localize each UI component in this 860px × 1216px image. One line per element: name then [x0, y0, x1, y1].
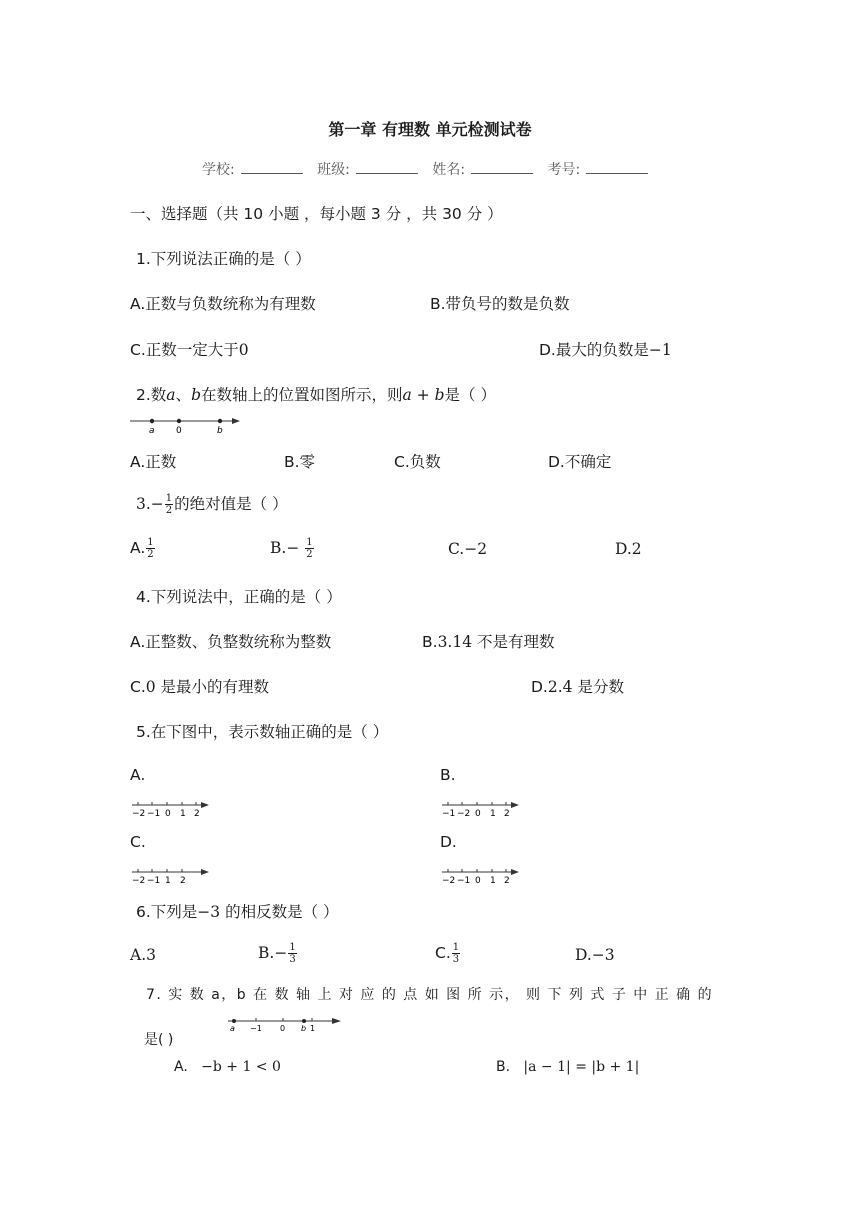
q6-b-fraction — [288, 942, 296, 965]
question-6-option-a: A.3 — [130, 946, 156, 964]
question-2-option-b: B.零 — [284, 453, 316, 471]
q6-c-fraction — [452, 942, 460, 965]
q7-axis-label-0: 0 — [280, 1024, 286, 1033]
q5d-tick-2: 0 — [475, 876, 481, 886]
q5b-tick-0: −1 — [442, 809, 456, 819]
q2-axis-label-a: a — [149, 426, 155, 436]
question-1-option-a: A.正数与负数统称为有理数 — [130, 295, 316, 313]
q1-c-value: 0 — [238, 341, 249, 359]
q3-b-label: B.− — [270, 539, 300, 557]
question-4-option-a: A.正整数、负整数统称为整数 — [130, 633, 332, 651]
school-label: 学校: — [202, 162, 235, 178]
question-1-option-d — [539, 338, 672, 360]
question-2-option-c: C.负数 — [394, 453, 441, 471]
q5c-tick-3: 2 — [180, 876, 186, 886]
question-6-option-b — [258, 942, 298, 965]
q5b-tick-2: 0 — [475, 809, 481, 819]
q7-axis-label-neg1: −1 — [250, 1024, 262, 1033]
class-blank — [356, 161, 418, 174]
q2-sep: 、 — [175, 386, 192, 404]
question-7-option-a — [174, 1059, 281, 1075]
question-5-option-a: A. — [130, 766, 146, 784]
question-4-option-d — [531, 675, 624, 697]
q4-d-value: 2.4 — [547, 678, 573, 696]
q5b-tick-3: 1 — [490, 809, 496, 819]
q3-a-label: A. — [130, 539, 146, 557]
q6-b-label: B.− — [258, 944, 288, 962]
exam-no-blank — [586, 161, 648, 174]
q6-stem-post: 的相反数是（ ） — [220, 903, 339, 921]
question-2-stem — [136, 383, 496, 405]
q7-a-label: A. — [174, 1059, 188, 1075]
q6-c-num: 1 — [452, 942, 460, 953]
q5c-tick-2: 1 — [165, 876, 171, 886]
q7-axis-label-a: a — [230, 1024, 235, 1033]
q4-c-text: 是最小的有理数 — [155, 678, 270, 696]
question-7-stem: 7. 实 数 a，b 在 数 轴 上 对 应 的 点 如 图 所 示， 则 下 列 式 子 中 正 确 的 — [146, 987, 714, 1003]
q5a-tick-4: 2 — [194, 809, 200, 819]
q2-var-a: a — [166, 386, 176, 404]
q4-c-value: 0 — [145, 678, 156, 696]
question-4-stem: 4.下列说法中，正确的是（ ） — [136, 588, 342, 606]
section-title: 一、选择题（共 10 小题 ，每小题 3 分 ，共 30 分 ） — [130, 205, 503, 223]
q2-var-b: b — [191, 386, 201, 404]
question-5-option-d: D. — [440, 833, 457, 851]
question-3-stem — [136, 492, 288, 516]
q5a-tick-0: −2 — [132, 809, 146, 819]
q5d-tick-0: −2 — [442, 876, 456, 886]
q1-d-text: D.最大的负数是 — [539, 341, 649, 359]
q3-b-den: 2 — [306, 549, 313, 560]
q2-axis-label-0: 0 — [176, 426, 182, 436]
name-blank — [471, 161, 533, 174]
q5c-tick-0: −2 — [132, 876, 146, 886]
question-1-option-c — [130, 338, 249, 360]
question-6-stem — [136, 900, 339, 922]
question-3-option-c: C.−2 — [448, 540, 488, 558]
q6-b-num: 1 — [289, 942, 296, 953]
question-3-option-a — [130, 537, 156, 560]
q5-axis-b — [440, 798, 522, 820]
class-label: 班级: — [317, 162, 350, 178]
q6-b-den: 3 — [289, 954, 296, 965]
q5-axis-d — [440, 865, 522, 887]
q4-d-label: D. — [531, 678, 548, 696]
question-5-option-b: B. — [440, 766, 456, 784]
question-5-option-c: C. — [130, 833, 146, 851]
q7-b-expr: |a − 1| = |b + 1| — [523, 1059, 640, 1075]
q3-fraction — [165, 493, 173, 516]
q4-b-label: B. — [422, 633, 438, 651]
q5a-tick-3: 1 — [180, 809, 186, 819]
question-7-option-b — [496, 1059, 639, 1075]
q3-a-num: 1 — [147, 537, 154, 548]
q7-axis-label-1: 1 — [310, 1024, 316, 1033]
question-3-option-d: D.2 — [615, 540, 642, 558]
q7-number-line — [226, 1015, 346, 1035]
q5d-tick-3: 1 — [490, 876, 496, 886]
question-6-option-d: D.−3 — [575, 946, 615, 964]
q4-b-value: 3.14 — [437, 633, 473, 651]
q2-stem-mid: 在数轴上的位置如图所示，则 — [201, 386, 403, 404]
q2-stem-pre: 2.数 — [136, 386, 167, 404]
q5b-tick-1: −2 — [457, 809, 471, 819]
question-2-option-d: D.不确定 — [548, 453, 612, 471]
question-4-option-b — [422, 630, 555, 652]
q5c-tick-1: −1 — [147, 876, 161, 886]
q3-stem-pre: 3.− — [136, 495, 164, 513]
question-5-stem: 5.在下图中，表示数轴正确的是（ ） — [136, 723, 389, 741]
q3-a-fraction — [146, 537, 154, 560]
q7-axis-label-b: b — [301, 1024, 307, 1033]
q3-b-fraction — [305, 537, 313, 560]
question-3-option-b — [270, 537, 315, 560]
q5d-tick-4: 2 — [504, 876, 510, 886]
q5b-tick-4: 2 — [504, 809, 510, 819]
q2-axis-label-b: b — [217, 426, 223, 436]
q5-axis-c — [130, 865, 212, 887]
q3-frac-den: 2 — [165, 505, 173, 516]
q1-d-value: −1 — [648, 341, 672, 359]
q6-c-label: C. — [435, 944, 451, 962]
q1-c-text: C.正数一定大于 — [130, 341, 239, 359]
q5d-tick-1: −1 — [457, 876, 471, 886]
student-info-line — [202, 159, 658, 179]
q3-frac-num: 1 — [165, 493, 173, 504]
q3-a-den: 2 — [147, 549, 154, 560]
q2-number-line — [128, 412, 244, 436]
q3-b-num: 1 — [306, 537, 313, 548]
q5-axis-a — [130, 798, 212, 820]
school-blank — [241, 161, 303, 174]
q5a-tick-2: 0 — [165, 809, 171, 819]
question-1-option-b: B.带负号的数是负数 — [430, 295, 570, 313]
name-label: 姓名: — [432, 162, 466, 178]
q4-b-text: 不是有理数 — [472, 633, 555, 651]
page-title: 第一章 有理数 单元检测试卷 — [328, 120, 532, 139]
q6-stem-value: −3 — [197, 903, 221, 921]
q7-a-expr: −b + 1 < 0 — [201, 1059, 281, 1075]
q7-b-label: B. — [496, 1059, 511, 1075]
exam-no-label: 考号: — [547, 162, 581, 178]
question-1-stem: 1.下列说法正确的是（ ） — [136, 250, 311, 268]
q2-stem-post: 是（ ） — [444, 386, 496, 404]
q4-c-label: C. — [130, 678, 146, 696]
q6-c-den: 3 — [452, 954, 460, 965]
question-2-option-a: A.正数 — [130, 453, 177, 471]
q3-stem-post: 的绝对值是（ ） — [174, 495, 288, 513]
question-4-option-c — [130, 675, 269, 697]
question-7-stem-continued: 是( ) — [144, 1032, 174, 1048]
q2-expr: a + b — [402, 386, 445, 404]
question-6-option-c — [435, 942, 461, 965]
q6-stem-pre: 6.下列是 — [136, 903, 198, 921]
q4-d-text: 是分数 — [572, 678, 624, 696]
q5a-tick-1: −1 — [147, 809, 161, 819]
